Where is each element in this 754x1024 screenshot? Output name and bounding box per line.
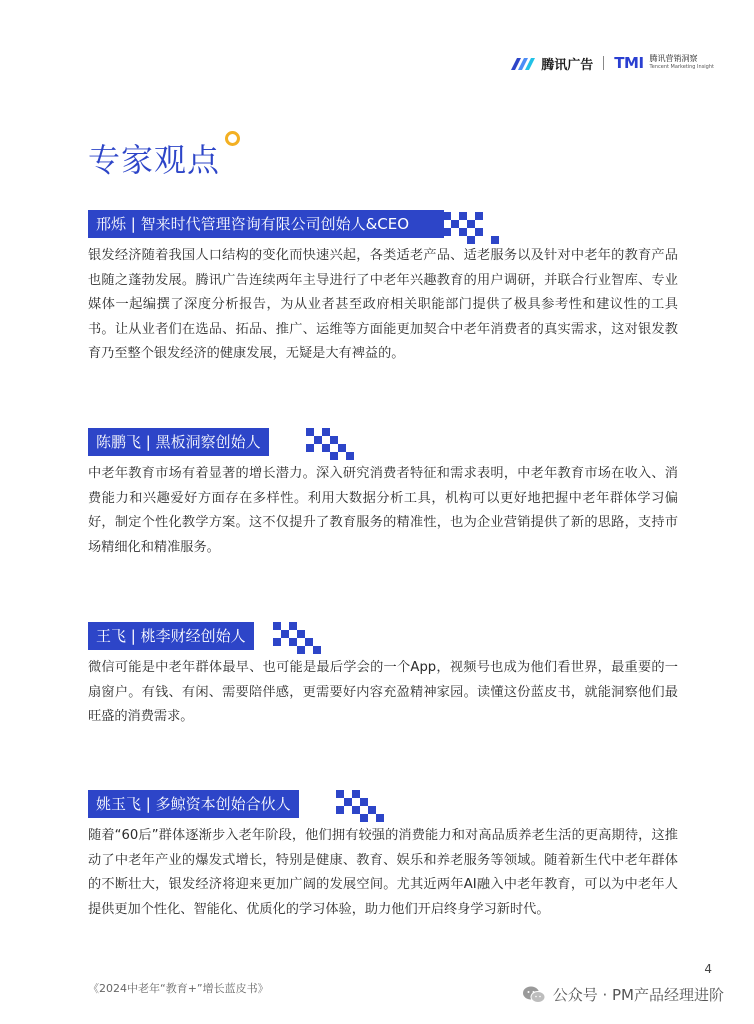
tmi-brand-en: Tencent Marketing Insight xyxy=(649,64,714,70)
title-ring-icon xyxy=(225,131,240,146)
checker-pattern-icon xyxy=(306,428,362,460)
logo-divider xyxy=(603,56,604,70)
expert-tag: 姚玉飞 | 多鲸资本创始合伙人 xyxy=(88,790,299,818)
expert-tag: 王飞 | 桃李财经创始人 xyxy=(88,622,254,650)
expert-quote: 随着“60后”群体逐渐步入老年阶段，他们拥有较强的消费能力和对高品质养老生活的更高期待，这推动了中老年产业的爆发式增长，特别是健康、教育、娱乐和养老服务等领域。随着新生代中老年群体的不断壮大，银发经济将迎来更加广阔的发展空间。尤其近两年AI融入中老年教育，可以为中老年人提供更加个性化、智能化、优质化的学习体验，助力他们开启终身学习新时代。 xyxy=(88,828,678,917)
expert-tag: 陈鹏飞 | 黑板洞察创始人 xyxy=(88,428,269,456)
tencent-ads-brand: 腾讯广告 xyxy=(541,57,594,73)
expert-quote: 银发经济随着我国人口结构的变化而快速兴起，各类适老产品、适老服务以及针对中老年的教育产品也随之蓬勃发展。腾讯广告连续两年主导进行了中老年兴趣教育的用户调研，并联合行业智库、专业媒体一起编撰了深度分析报告，为从业者甚至政府相关职能部门提供了极具参考性和建议性的工具书。让从业者们在选品、拓品、推广、运维等方面能更加契合中老年消费者的真实需求，这对银发教育乃至整个银发经济的健康发展，无疑是大有裨益的。 xyxy=(88,248,678,361)
watermark-text: 公众号 · PM产品经理进阶 xyxy=(552,986,724,1004)
tmi-logo-mark: TMI xyxy=(614,54,644,72)
expert-tag: 邢烁 | 智来时代管理咨询有限公司创始人&CEO xyxy=(88,210,444,238)
expert-section-1 xyxy=(88,210,678,367)
checker-pattern-icon xyxy=(273,622,329,654)
title-block xyxy=(88,135,220,181)
checker-pattern-icon xyxy=(443,212,499,244)
wechat-icon xyxy=(523,986,545,1004)
tmi-brand-text xyxy=(650,54,714,72)
page-title: 专家观点 xyxy=(88,141,221,179)
expert-section-2 xyxy=(88,428,678,560)
page-number: 4 xyxy=(704,962,712,976)
checker-pattern-icon xyxy=(336,790,392,822)
expert-section-4 xyxy=(88,790,678,922)
tencent-ads-logo-icon xyxy=(511,56,535,70)
expert-quote: 微信可能是中老年群体最早、也可能是最后学会的一个App，视频号也成为他们看世界，最重要的一扇窗户。有钱、有闲、需要陪伴感，更需要好内容充盈精神家园。读懂这份蓝皮书，就能洞察他们最旺盛的消费需求。 xyxy=(88,660,678,724)
expert-quote: 中老年教育市场有着显著的增长潜力。深入研究消费者特征和需求表明，中老年教育市场在收入、消费能力和兴趣爱好方面存在多样性。利用大数据分析工具，机构可以更好地把握中老年群体学习偏好，制定个性化教学方案。这不仅提升了教育服务的精准性，也为企业营销提供了新的思路，支持市场精细化和精准服务。 xyxy=(88,466,678,555)
header-logos xyxy=(511,52,714,74)
expert-section-3 xyxy=(88,622,678,730)
tmi-brand-cn: 腾讯营销洞察 xyxy=(649,54,698,63)
report-name: 《2024中老年“教育+”增长蓝皮书》 xyxy=(88,982,269,995)
wechat-watermark xyxy=(523,984,724,1005)
